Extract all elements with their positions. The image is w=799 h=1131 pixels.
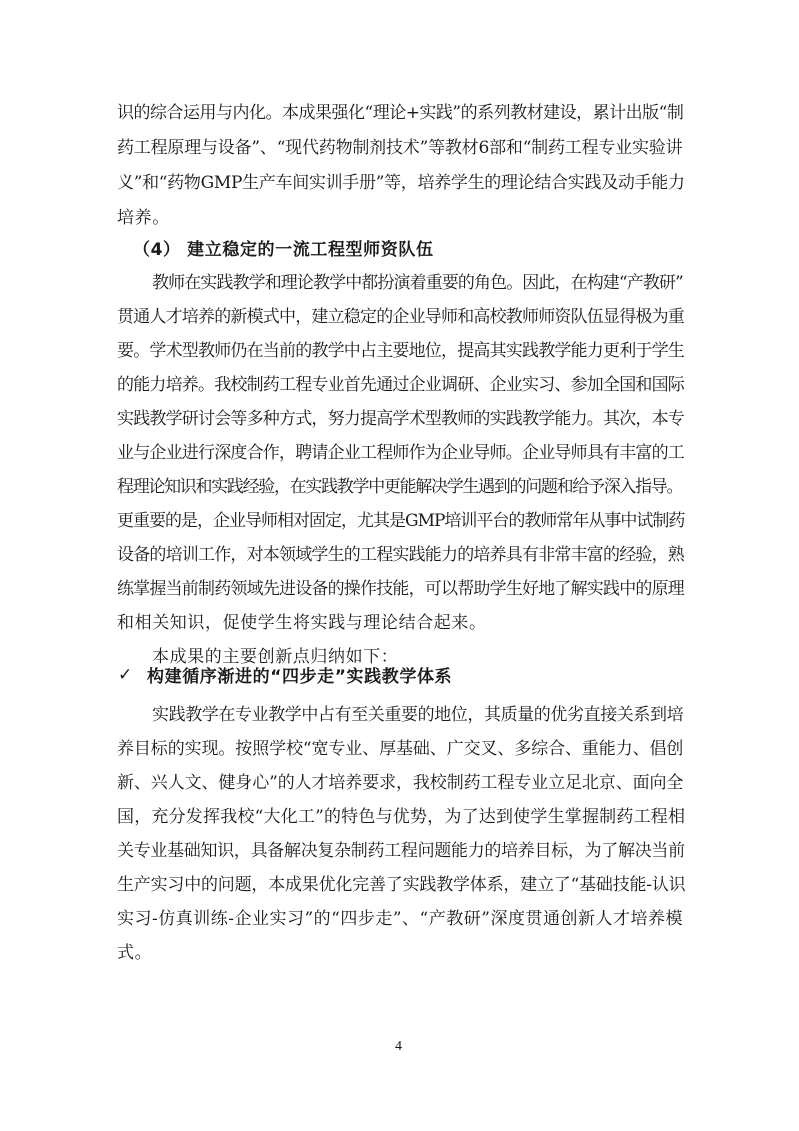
paragraph-line: 实践教学在专业教学中占有至关重要的地位，其质量的优劣直接关系到培 (152, 705, 684, 725)
paragraph-line: 贯通人才培养的新模式中，建立稳定的企业导师和高校教师师资队伍显得极为重 (117, 307, 684, 327)
paragraph-line: 实习-仿真训练-企业实习”的“四步走”、“产教研”深度贯通创新人才培养模 (117, 909, 683, 929)
paragraph-line: 更重要的是，企业导师相对固定，尤其是GMP培训平台的教师常年从事中试制药 (117, 511, 685, 531)
paragraph-line: 设备的培训工作，对本领域学生的工程实践能力的培养具有非常丰富的经验，熟 (117, 545, 684, 565)
paragraph-line: 药工程原理与设备”、“现代药物制剂技术”等教材6部和“制药工程专业实验讲 (117, 138, 683, 158)
paragraph-line: 和相关知识，促使学生将实践与理论结合起来。 (117, 613, 487, 633)
paragraph-line: 实践教学研讨会等多种方式，努力提高学术型教师的实践教学能力。其次，本专 (117, 409, 684, 429)
paragraph-line: 练掌握当前制药领域先进设备的操作技能，可以帮助学生好地了解实践中的原理 (117, 579, 684, 599)
paragraph-line: 养目标的实现。按照学校“宽专业、厚基础、广交叉、多综合、重能力、倡创 (117, 739, 684, 759)
paragraph-line: 国，充分发挥我校“大化工”的特色与优势，为了达到使学生掌握制药工程相 (117, 807, 686, 827)
paragraph-line: 业与企业进行深度合作，聘请企业工程师作为企业导师。企业导师具有丰富的工 (117, 443, 684, 463)
innovation-intro: 本成果的主要创新点归纳如下： (152, 647, 399, 667)
paragraph-line: 式。 (117, 943, 153, 963)
paragraph-line: 识的综合运用与内化。本成果强化“理论+实践”的系列教材建设，累计出版“制 (117, 103, 684, 123)
paragraph-line: 培养。 (117, 208, 170, 228)
paragraph-line: 教师在实践教学和理论教学中都扮演着重要的角色。因此，在构建“产教研” (152, 273, 683, 293)
page-number: 4 (395, 1039, 402, 1054)
paragraph-line: 义”和“药物GMP生产车间实训手册”等，培养学生的理论结合实践及动手能力 (117, 173, 685, 193)
innovation-heading: 构建循序渐进的“四步走”实践教学体系 (147, 667, 453, 687)
paragraph-line: 新、兴人文、健身心”的人才培养要求，我校制药工程专业立足北京、面向全 (117, 773, 684, 793)
section-heading: （4） 建立稳定的一流工程型师资队伍 (133, 240, 434, 260)
paragraph-line: 的能力培养。我校制药工程专业首先通过企业调研、企业实习、参加全国和国际 (117, 375, 684, 395)
paragraph-line: 关专业基础知识，具备解决复杂制药工程问题能力的培养目标，为了解决当前 (117, 841, 685, 861)
paragraph-line: 要。学术型教师仍在当前的教学中占主要地位，提高其实践教学能力更利于学生 (117, 341, 684, 361)
checkmark-icon: ✓ (118, 665, 133, 685)
paragraph-line: 生产实习中的问题，本成果优化完善了实践教学体系，建立了“基础技能-认识 (117, 875, 686, 895)
paragraph-line: 程理论知识和实践经验，在实践教学中更能解决学生遇到的问题和给予深入指导。 (117, 477, 683, 497)
